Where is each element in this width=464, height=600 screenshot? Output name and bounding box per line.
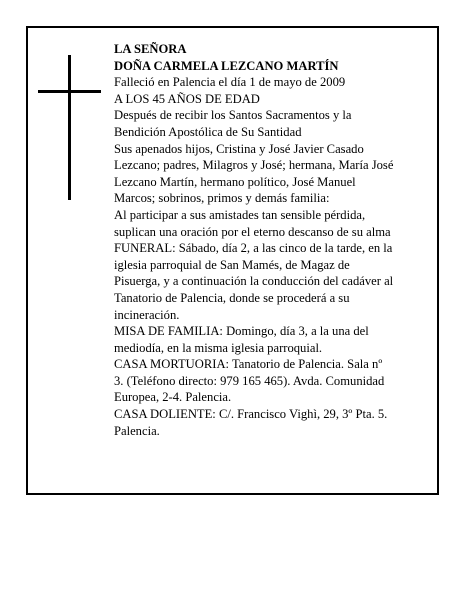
notice-line-family-2: Lezcano; padres, Milagros y José; hermana, María José (114, 158, 394, 173)
notice-line-mortuary-2: 3. (Teléfono directo: 979 165 465). Avda. Comunidad (114, 373, 385, 388)
notice-line-family-3: Lezcano Martín, hermano político, José Manuel (114, 174, 356, 189)
notice-line-sacraments-1: Después de recibir los Santos Sacramentos y la (114, 108, 352, 123)
cross-vertical-bar (68, 55, 71, 200)
notice-line-funeral-5: incineración. (114, 307, 180, 322)
notice-line-request-2: suplican una oración por el eterno descanso de su alma (114, 224, 391, 239)
notice-line-family-4: Marcos; sobrinos, primos y demás familia: (114, 191, 330, 206)
notice-line-funeral-4: Tanatorio de Palencia, donde se procederá a su (114, 290, 350, 305)
cross-horizontal-bar (38, 90, 101, 93)
notice-line-funeral-3: Pisuerga, y a continuación la conducción del cadáver al (114, 274, 394, 289)
notice-line-title: LA SEÑORA (114, 42, 187, 56)
notice-line-family-1: Sus apenados hijos, Cristina y José Javier Casado (114, 141, 364, 156)
notice-line-mortuary-1: CASA MORTUORIA: Tanatorio de Palencia. Sala nº (114, 357, 383, 372)
obituary-text (114, 41, 434, 439)
notice-line-sacraments-2: Bendición Apostólica de Su Santidad (114, 124, 302, 139)
obituary-notice-frame (26, 26, 439, 495)
notice-line-request-1: Al participar a sus amistades tan sensible pérdida, (114, 207, 366, 222)
notice-line-age: A LOS 45 AÑOS DE EDAD (114, 91, 260, 106)
notice-line-grieving-house-2: Palencia. (114, 423, 160, 438)
notice-line-mortuary-3: Europea, 2-4. Palencia. (114, 390, 232, 405)
notice-line-deceased-name: DOÑA CARMELA LEZCANO MARTÍN (114, 58, 339, 73)
notice-line-family-mass-1: MISA DE FAMILIA: Domingo, día 3, a la una del (114, 324, 369, 339)
notice-line-funeral-1: FUNERAL: Sábado, día 2, a las cinco de la tarde, en la (114, 241, 393, 256)
notice-line-grieving-house-1: CASA DOLIENTE: C/. Francisco Vighì, 29, 3º Pta. 5. (114, 407, 388, 422)
notice-line-death-date: Falleció en Palencia el día 1 de mayo de 2009 (114, 75, 346, 90)
notice-line-funeral-2: iglesia parroquial de San Mamés, de Magaz de (114, 257, 350, 272)
notice-line-family-mass-2: mediodía, en la misma iglesia parroquial. (114, 340, 323, 355)
